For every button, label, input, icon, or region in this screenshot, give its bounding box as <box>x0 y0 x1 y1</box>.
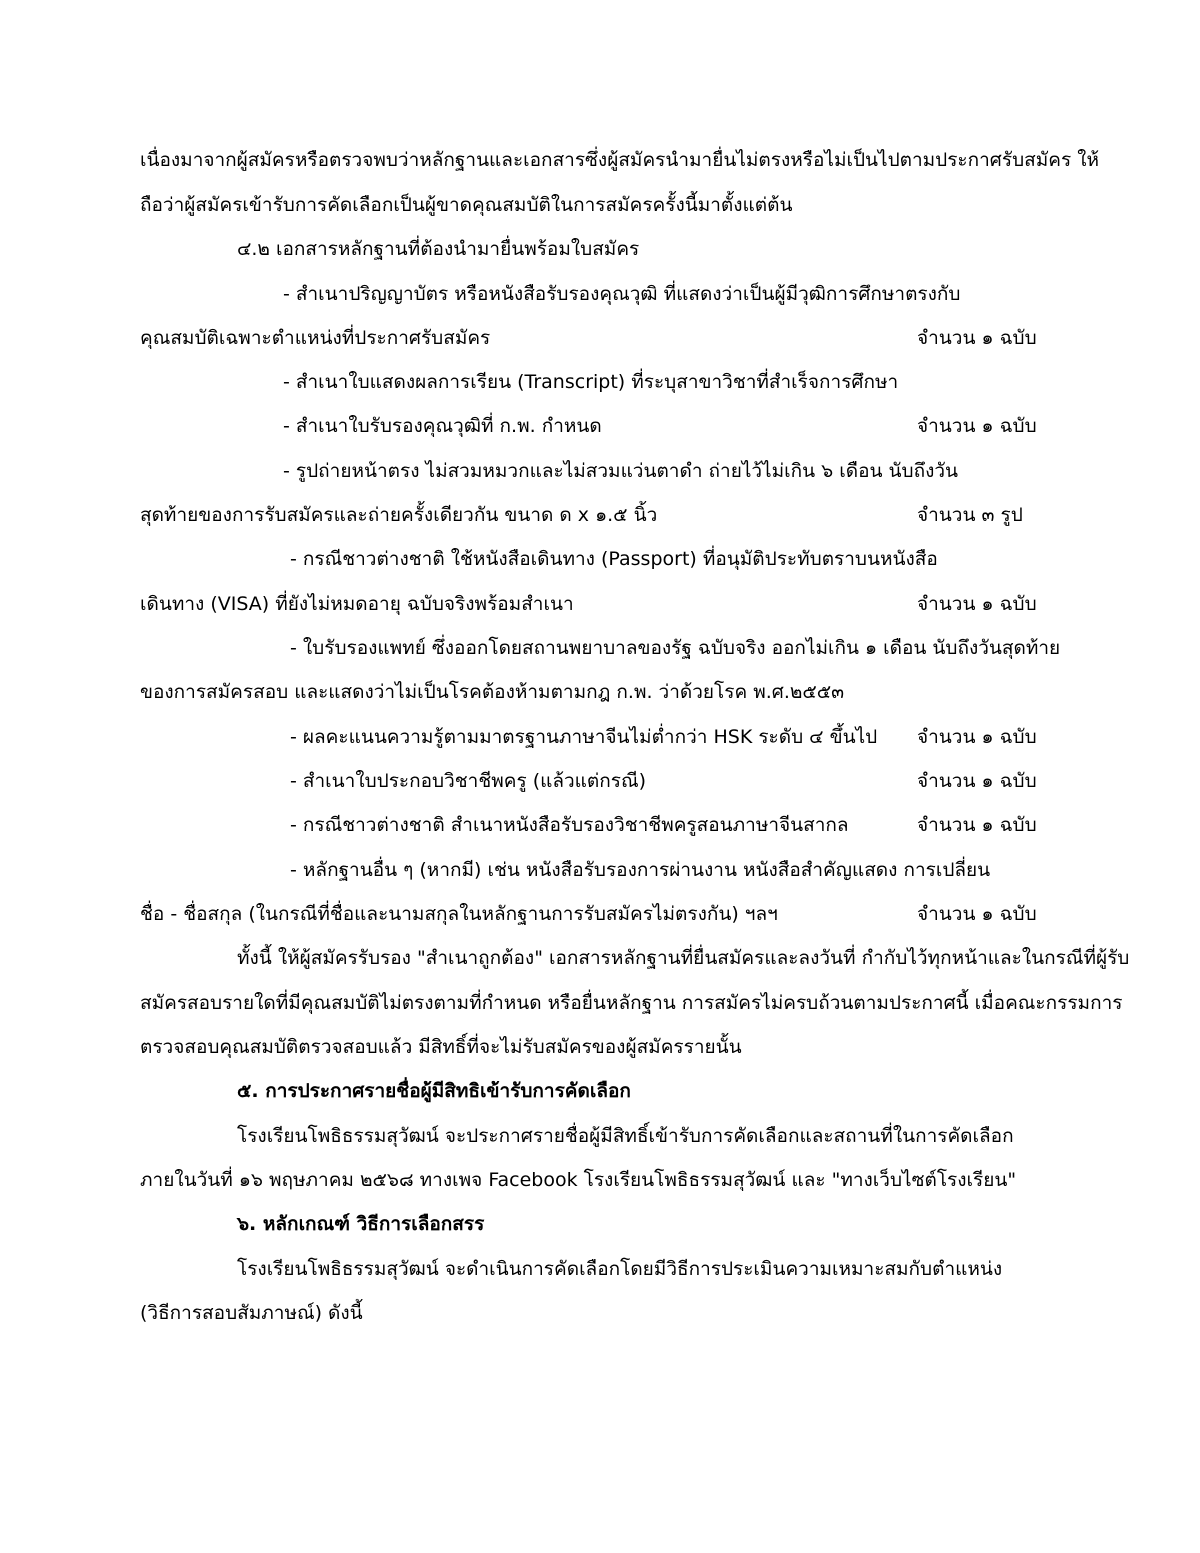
document-item-quantity: จำนวน ๑ ฉบับ <box>917 903 1037 925</box>
section-5-line: โรงเรียนโพธิธรรมสุวัฒน์ จะประกาศรายชื่อผู้มีสิทธิ์เข้ารับการคัดเลือกและสถานที่ในการคัดเลือก <box>237 1125 1014 1147</box>
paragraph-line: ถือว่าผู้สมัครเข้ารับการคัดเลือกเป็นผู้ขาดคุณสมบัติในการสมัครครั้งนี้มาตั้งแต่ต้น <box>140 194 793 216</box>
document-item-quantity: จำนวน ๓ รูป <box>917 504 1023 526</box>
document-item-quantity: จำนวน ๑ ฉบับ <box>917 770 1037 792</box>
section-6-line: โรงเรียนโพธิธรรมสุวัฒน์ จะดำเนินการคัดเลือกโดยมีวิธีการประเมินความเหมาะสมกับตำแหน่ง <box>237 1258 1003 1280</box>
section-5-line: ภายในวันที่ ๑๖ พฤษภาคม ๒๕๖๘ ทางเพจ Facebook โรงเรียนโพธิธรรมสุวัฒน์ และ "ทางเว็บไซต์โรงเรียน" <box>140 1169 1017 1191</box>
note-line: ตรวจสอบคุณสมบัติตรวจสอบแล้ว มีสิทธิ์ที่จะไม่รับสมัครของผู้สมัครรายนั้น <box>140 1036 742 1058</box>
document-item-quantity: จำนวน ๑ ฉบับ <box>917 415 1037 437</box>
note-line: สมัครสอบรายใดที่มีคุณสมบัติไม่ตรงตามที่กำหนด หรือยื่นหลักฐาน การสมัครไม่ครบถ้วนตามประกาศนี้ เมื่อคณะกรรมการ <box>140 992 1123 1014</box>
document-item-quantity: จำนวน ๑ ฉบับ <box>917 726 1037 748</box>
document-item-line: ของการสมัครสอบ และแสดงว่าไม่เป็นโรคต้องห้ามตามกฎ ก.พ. ว่าด้วยโรค พ.ศ.๒๕๕๓ <box>140 681 845 703</box>
document-item-line: - ใบรับรองแพทย์ ซึ่งออกโดยสถานพยาบาลของรัฐ ฉบับจริง ออกไม่เกิน ๑ เดือน นับถึงวันสุดท้าย <box>290 637 1061 659</box>
note-line: ทั้งนี้ ให้ผู้สมัครรับรอง "สำเนาถูกต้อง" เอกสารหลักฐานที่ยื่นสมัครและลงวันที่ กำกับไว้ทุกหน้าและในกรณีที่ผู้รับ <box>237 947 1130 969</box>
section-5-heading: ๕. การประกาศรายชื่อผู้มีสิทธิเข้ารับการคัดเลือก <box>237 1080 631 1102</box>
section-6-heading: ๖. หลักเกณฑ์ วิธีการเลือกสรร <box>237 1213 485 1235</box>
paragraph-line: เนื่องมาจากผู้สมัครหรือตรวจพบว่าหลักฐานและเอกสารซึ่งผู้สมัครนำมายื่นไม่ตรงหรือไม่เป็นไปตามประกาศรับสมัคร ให้ <box>140 149 1100 171</box>
section-6-line: (วิธีการสอบสัมภาษณ์) ดังนี้ <box>140 1302 363 1324</box>
section-4-2-heading: ๔.๒ เอกสารหลักฐานที่ต้องนำมายื่นพร้อมใบสมัคร <box>237 238 640 260</box>
document-item-line: - กรณีชาวต่างชาติ สำเนาหนังสือรับรองวิชาชีพครูสอนภาษาจีนสากล <box>290 814 849 836</box>
document-item-line: - รูปถ่ายหน้าตรง ไม่สวมหมวกและไม่สวมแว่นตาดำ ถ่ายไว้ไม่เกิน ๖ เดือน นับถึงวัน <box>283 460 959 482</box>
document-item-line: - ผลคะแนนความรู้ตามมาตรฐานภาษาจีนไม่ต่ำกว่า HSK ระดับ ๔ ขึ้นไป <box>290 726 878 748</box>
document-item-line: - สำเนาใบรับรองคุณวุฒิที่ ก.พ. กำหนด <box>283 415 602 437</box>
document-item-line: - กรณีชาวต่างชาติ ใช้หนังสือเดินทาง (Passport) ที่อนุมัติประทับตราบนหนังสือ <box>290 548 938 570</box>
document-item-quantity: จำนวน ๑ ฉบับ <box>917 327 1037 349</box>
document-item-quantity: จำนวน ๑ ฉบับ <box>917 814 1037 836</box>
document-item-line: - หลักฐานอื่น ๆ (หากมี) เช่น หนังสือรับรองการผ่านงาน หนังสือสำคัญแสดง การเปลี่ยน <box>290 859 991 881</box>
document-item-line: - สำเนาใบประกอบวิชาชีพครู (แล้วแต่กรณี) <box>290 770 647 792</box>
document-item-line: เดินทาง (VISA) ที่ยังไม่หมดอายุ ฉบับจริงพร้อมสำเนา <box>140 593 574 615</box>
document-item-line: ชื่อ - ชื่อสกุล (ในกรณีที่ชื่อและนามสกุลในหลักฐานการรับสมัครไม่ตรงกัน) ฯลฯ <box>140 903 778 925</box>
document-item-line: สุดท้ายของการรับสมัครและถ่ายครั้งเดียวกัน ขนาด ด x ๑.๕ นิ้ว <box>140 504 658 526</box>
document-item-line: คุณสมบัติเฉพาะตำแหน่งที่ประกาศรับสมัคร <box>140 327 491 349</box>
document-item-line: - สำเนาปริญญาบัตร หรือหนังสือรับรองคุณวุฒิ ที่แสดงว่าเป็นผู้มีวุฒิการศึกษาตรงกับ <box>283 283 961 305</box>
document-item-line: - สำเนาใบแสดงผลการเรียน (Transcript) ที่ระบุสาขาวิชาที่สำเร็จการศึกษา <box>283 371 899 393</box>
document-item-quantity: จำนวน ๑ ฉบับ <box>917 593 1037 615</box>
